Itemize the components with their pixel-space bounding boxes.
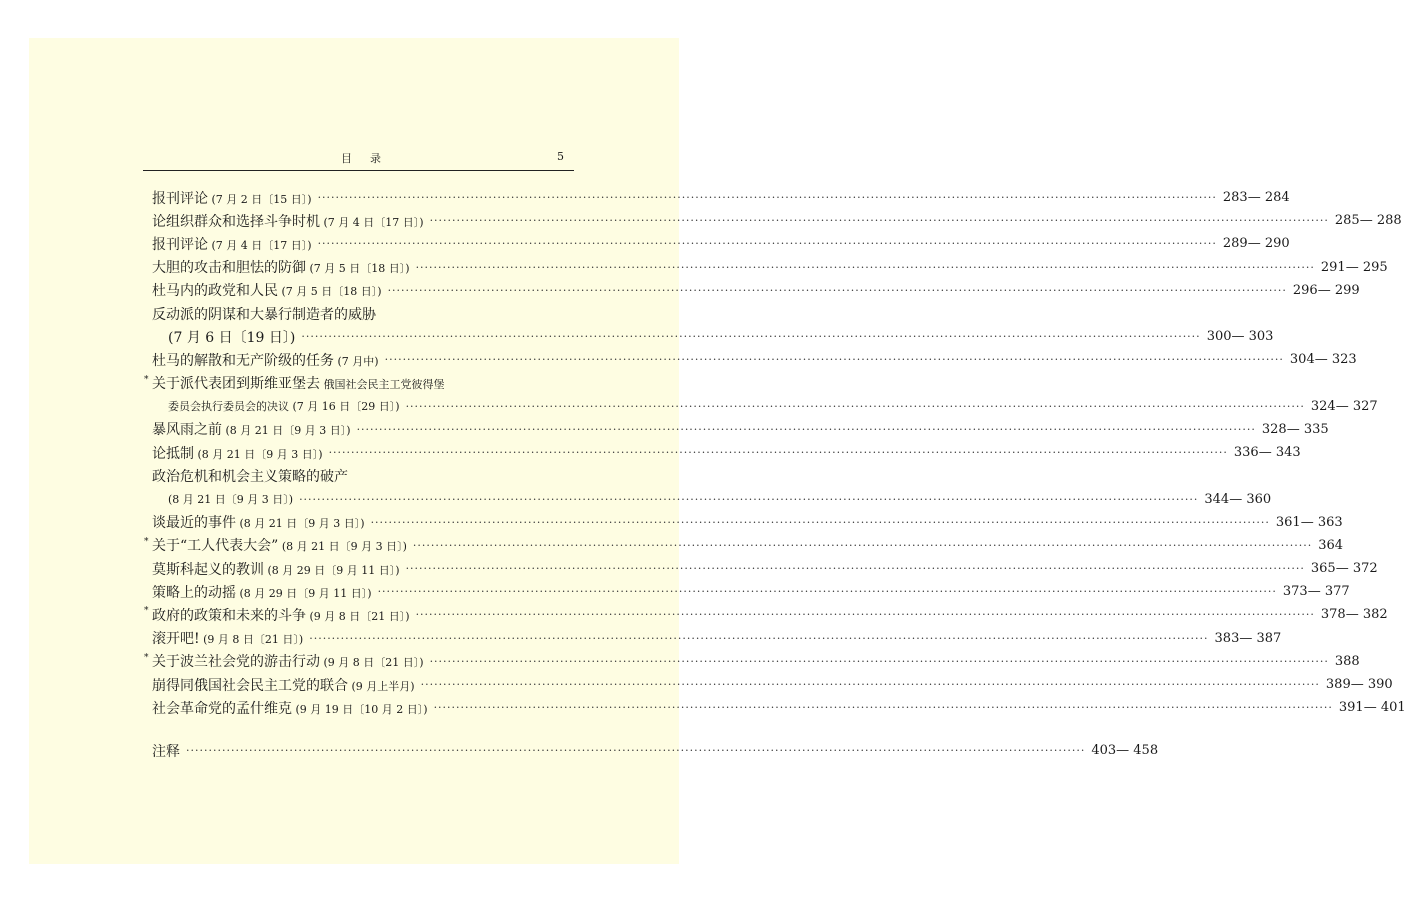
entry-pages: 389— 390: [1325, 677, 1393, 693]
entry-date: (8 月 21 日〔9 月 3 日〕): [168, 493, 294, 507]
leader-dots: ········································································································································································································: [405, 562, 1305, 576]
leader-dots: ········································································································································································································: [405, 399, 1305, 413]
header-page-number: 5: [557, 150, 564, 163]
toc-entry: [152, 395, 1378, 418]
leader-dots: ········································································································································································································: [415, 260, 1315, 274]
entry-pages: 328— 335: [1261, 421, 1329, 437]
entry-title: 论抵制 (8 月 21 日〔9 月 3 日〕): [152, 445, 323, 462]
entry-date: (7 月 4 日〔17 日〕): [208, 238, 312, 252]
entry-title: (7 月 6 日〔19 日〕): [168, 329, 296, 346]
entry-title: [168, 398, 400, 414]
entry-title: 社会革命党的孟什维克 (9 月 19 日〔10 月 2 日〕): [152, 700, 428, 717]
entry-title: 政治危机和机会主义策略的破产: [152, 468, 348, 485]
entry-date: (8 月 21 日〔9 月 3 日〕): [194, 447, 323, 461]
toc-entry: [152, 464, 576, 487]
entry-pages: 283— 284: [1222, 190, 1290, 206]
entry-mark: *: [144, 606, 149, 617]
entry-date: (7 月 4 日〔17 日〕): [320, 215, 424, 229]
entry-title: 报刊评论 (7 月 4 日〔17 日〕): [152, 236, 312, 253]
entry-date: (9 月上半月): [348, 679, 415, 693]
entry-date: (8 月 21 日〔9 月 3 日〕): [236, 517, 365, 531]
leader-dots: ········································································································································································································: [301, 330, 1201, 344]
entry-pages: 289— 290: [1222, 236, 1290, 252]
entry-date: (7 月 5 日〔18 日〕): [278, 285, 382, 299]
toc-entry: [144, 603, 1388, 626]
leader-dots: ········································································································································································································: [299, 492, 1199, 506]
entry-title: 杜马内的政党和人民 (7 月 5 日〔18 日〕): [152, 283, 382, 300]
toc-entry: [152, 557, 1378, 580]
entry-date: (7 月 2 日〔15 日〕): [208, 192, 312, 206]
toc-entry: [152, 186, 1290, 209]
toc-entry: [152, 696, 1406, 719]
entry-title: 反动派的阴谋和大暴行制造者的威胁: [152, 306, 376, 323]
leader-dots: ········································································································································································································: [412, 538, 1313, 552]
leader-dots: ········································································································································································································: [429, 654, 1329, 668]
entry-pages: 304— 323: [1289, 352, 1357, 368]
leader-dots: ········································································································································································································: [317, 191, 1217, 205]
entry-pages: 285— 288: [1334, 213, 1402, 229]
entry-title: 杜马的解散和无产阶级的任务 (7 月中): [152, 352, 379, 369]
entry-mark: *: [144, 374, 149, 385]
entry-title: 莫斯科起义的教训 (8 月 29 日〔9 月 11 日〕): [152, 561, 400, 578]
leader-dots: ········································································································································································································: [387, 283, 1287, 297]
entry-date: (8 月 29 日〔9 月 11 日〕): [236, 586, 372, 600]
entry-title: 滚开吧! (9 月 8 日〔21 日〕): [152, 631, 304, 648]
toc-entry: [152, 232, 1290, 255]
toc-entry: [144, 372, 576, 395]
leader-dots: ········································································································································································································: [384, 353, 1284, 367]
entry-title: [168, 491, 293, 507]
entry-date: 委员会执行委员会的决议 (7 月 16 日〔29 日〕): [168, 400, 400, 414]
entry-title: 关于波兰社会党的游击行动 (9 月 8 日〔21 日〕): [152, 654, 424, 671]
entry-date: (8 月 21 日〔9 月 3 日〕): [278, 540, 407, 554]
entry-title: 崩得同俄国社会民主工党的联合 (9 月上半月): [152, 677, 415, 694]
leader-dots: ········································································································································································································: [328, 446, 1228, 460]
toc-entry: [152, 302, 576, 325]
notes-title: 注释: [152, 743, 180, 760]
toc-entry: [152, 441, 1301, 464]
toc-entry: [152, 325, 1274, 348]
entry-pages: 391— 401: [1338, 700, 1406, 716]
entry-pages: 365— 372: [1310, 561, 1378, 577]
entry-pages: 300— 303: [1206, 329, 1274, 345]
entry-title: 关于“工人代表大会” (8 月 21 日〔9 月 3 日〕): [152, 538, 407, 555]
entry-title: 报刊评论 (7 月 2 日〔15 日〕): [152, 190, 312, 207]
leader-dots: ········································································································································································································: [377, 585, 1277, 599]
entry-title: 大胆的攻击和胆怯的防御 (7 月 5 日〔18 日〕): [152, 260, 410, 277]
leader-dots: ········································································································································································································: [356, 422, 1256, 436]
entry-title: 暴风雨之前 (8 月 21 日〔9 月 3 日〕): [152, 422, 351, 439]
entry-date: (7 月 5 日〔18 日〕): [306, 262, 410, 276]
entry-pages: 296— 299: [1292, 282, 1360, 298]
entry-pages: 361— 363: [1275, 514, 1343, 530]
entry-pages: 364: [1318, 537, 1344, 553]
entry-pages: 383— 387: [1214, 630, 1282, 646]
leader-dots: ········································································································································································································: [420, 678, 1320, 692]
toc-entry: [152, 209, 1402, 232]
toc-entry: [152, 279, 1360, 302]
toc-entry: [144, 650, 1360, 673]
entry-pages: 373— 377: [1282, 584, 1350, 600]
entry-pages: 324— 327: [1310, 398, 1378, 414]
entry-title: 论组织群众和选择斗争时机 (7 月 4 日〔17 日〕): [152, 213, 424, 230]
entry-mark: *: [144, 652, 149, 663]
entry-title: 谈最近的事件 (8 月 21 日〔9 月 3 日〕): [152, 515, 365, 532]
toc-entry: [152, 418, 1329, 441]
toc-entry: [152, 487, 1272, 510]
entry-pages: 291— 295: [1320, 259, 1388, 275]
toc-entry-notes: [152, 739, 1159, 762]
toc-entry: [144, 534, 1344, 557]
toc-entry: [152, 627, 1282, 650]
leader-dots: ········································································································································································································: [186, 744, 1086, 758]
entry-title: 策略上的动摇 (8 月 29 日〔9 月 11 日〕): [152, 584, 372, 601]
entry-pages: 336— 343: [1233, 445, 1301, 461]
leader-dots: ········································································································································································································: [370, 515, 1270, 529]
toc-entry: [152, 580, 1350, 603]
leader-dots: ········································································································································································································: [415, 608, 1315, 622]
notes-pages: 403— 458: [1091, 743, 1159, 759]
entry-date: (8 月 21 日〔9 月 3 日〕): [222, 424, 351, 438]
toc-entry: [152, 256, 1388, 279]
leader-dots: ········································································································································································································: [317, 237, 1217, 251]
entry-pages: 344— 360: [1204, 491, 1272, 507]
toc-entry: [152, 511, 1343, 534]
table-of-contents: [144, 186, 1406, 763]
leader-dots: ········································································································································································································: [309, 631, 1209, 645]
toc-entry: [152, 673, 1393, 696]
entry-pages: 378— 382: [1320, 607, 1388, 623]
entry-date: (9 月 8 日〔21 日〕): [306, 609, 410, 623]
entry-date: (8 月 29 日〔9 月 11 日〕): [264, 563, 400, 577]
header-title: 目录: [341, 152, 399, 165]
entry-date: (9 月 8 日〔21 日〕): [199, 633, 304, 647]
entry-date: (9 月 19 日〔10 月 2 日〕): [292, 702, 428, 716]
entry-mark: *: [144, 536, 149, 547]
entry-date: (9 月 8 日〔21 日〕): [320, 656, 424, 670]
toc-entry: [152, 348, 1357, 371]
running-header: [143, 148, 574, 171]
entry-pages: 388: [1334, 653, 1360, 669]
entry-title: 关于派代表团到斯维亚堡去 俄国社会民主工党彼得堡: [152, 376, 445, 393]
entry-date: (7 月中): [334, 354, 379, 368]
leader-dots: ········································································································································································································: [433, 701, 1333, 715]
leader-dots: ········································································································································································································: [429, 214, 1329, 228]
entry-title: 政府的政策和未来的斗争 (9 月 8 日〔21 日〕): [152, 607, 410, 624]
entry-date: 俄国社会民主工党彼得堡: [320, 378, 445, 392]
